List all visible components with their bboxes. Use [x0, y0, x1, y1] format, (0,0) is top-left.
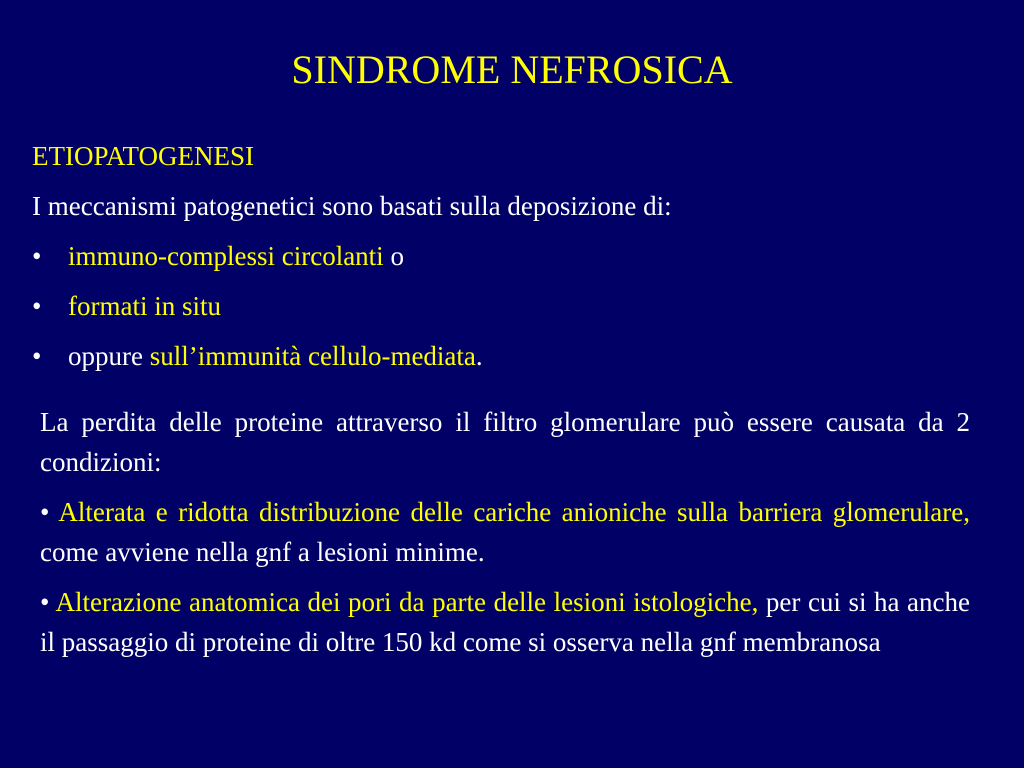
condition-item [40, 582, 970, 662]
protein-loss-section [40, 402, 970, 672]
condition-highlight: Alterata e ridotta distribuzione delle cariche anioniche sulla barriera glomerulare, [58, 497, 970, 527]
bullet-item [32, 231, 972, 281]
etiopathogenesis-section [32, 131, 972, 381]
bullet-marker: • [32, 341, 42, 371]
bullet-highlight: formati in situ [68, 291, 221, 321]
intro-text: I meccanismi patogenetici sono basati sulla deposizione di: [32, 191, 672, 221]
bullet-suffix: o [383, 241, 404, 271]
condition-text: come avviene nella gnf a lesioni minime. [40, 537, 485, 567]
bullet-suffix: . [475, 341, 483, 371]
condition-item [40, 492, 970, 572]
bullet-highlight: sull’immunità cellulo-mediata [149, 341, 476, 371]
bullet-item [32, 331, 972, 381]
section-heading: ETIOPATOGENESI [32, 141, 255, 171]
bullet-item [32, 281, 972, 331]
bullet-marker: • [32, 241, 42, 271]
bullet-marker: • [32, 291, 42, 321]
condition-marker: • [40, 497, 50, 527]
bullet-prefix: oppure [68, 341, 150, 371]
condition-marker: • [40, 587, 50, 617]
condition-highlight: Alterazione anatomica dei pori da parte delle lesioni istologiche, [55, 587, 759, 617]
condition-text: per cui si ha anche il passaggio di proteine di oltre 150 kd come si osserva nella gnf membranosa [40, 587, 971, 657]
protein-loss-paragraph: La perdita delle proteine attraverso il filtro glomerulare può essere causata da 2 condizioni: [40, 407, 970, 477]
slide-title: SINDROME NEFROSICA [291, 47, 733, 92]
bullet-highlight: immuno-complessi circolanti [68, 241, 384, 271]
